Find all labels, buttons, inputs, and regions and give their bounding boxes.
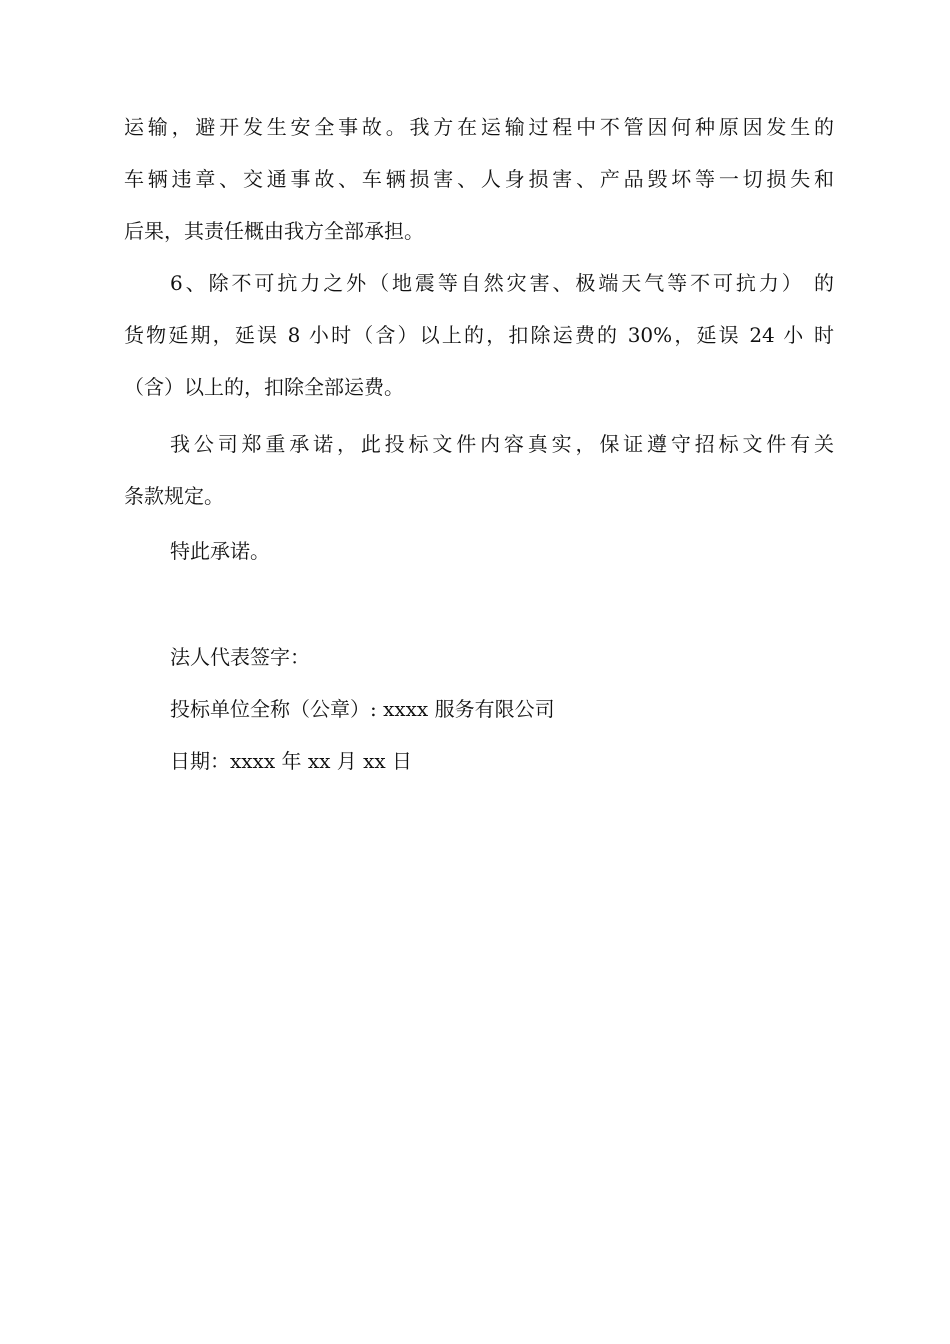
bidder-name: 投标单位全称（公章）: xxxx 服务有限公司 [170,697,555,721]
text-line: 特此承诺。 [170,539,270,563]
text-line: 后果，其责任概由我方全部承担。 [124,219,424,243]
text-line: （含）以上的，扣除全部运费。 [124,375,404,399]
text-line: 我公司郑重承诺，此投标文件内容真实，保证遵守招标文件有关 [170,432,834,456]
date-line: 日期：xxxx 年 xx 月 xx 日 [170,749,413,773]
text-line: 货物延期，延误 8 小时（含）以上的，扣除运费的 30%，延误 24 小 时 [124,323,834,347]
text-line: 车辆违章、交通事故、车辆损害、人身损害、产品毁坏等一切损失和 [124,167,834,191]
text-line: 条款规定。 [124,484,224,508]
text-line: 运输，避开发生安全事故。我方在运输过程中不管因何种原因发生的 [124,115,834,139]
signature-label: 法人代表签字： [170,645,310,669]
text-line: 6、除不可抗力之外（地震等自然灾害、极端天气等不可抗力） 的 [170,271,834,295]
